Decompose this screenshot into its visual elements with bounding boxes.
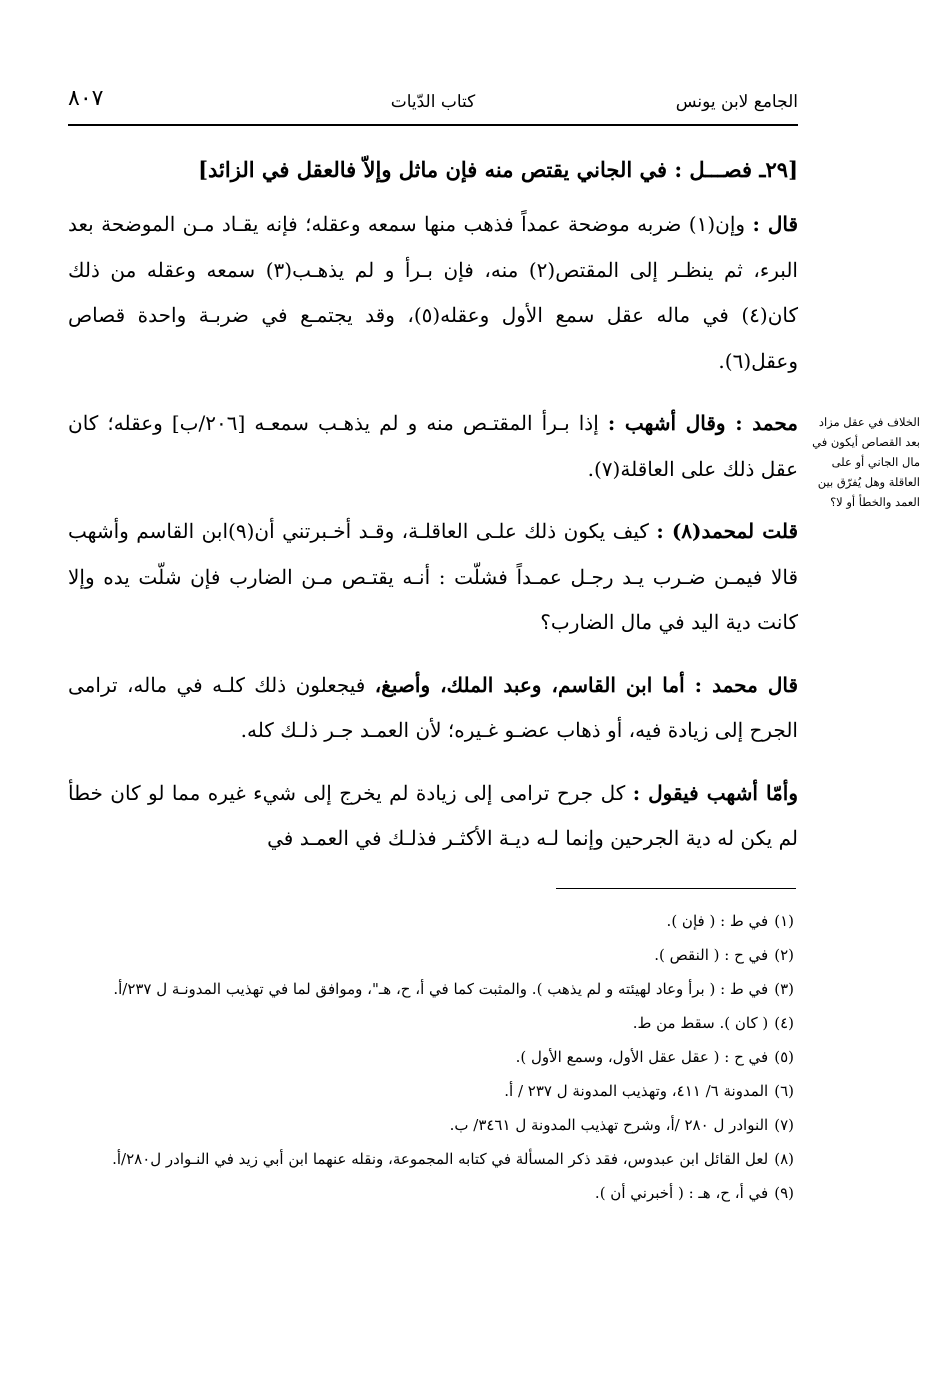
footnote-item	[68, 1040, 798, 1074]
footnote-number: (٨)	[774, 1150, 794, 1168]
footnote-number: (٢)	[774, 946, 794, 964]
paragraph-lead: قال :	[752, 212, 799, 236]
main-text	[68, 150, 798, 879]
paragraph-body: فيجعلون ذلك كلـه في ماله، ترامى الجرح إلى زيادة فيه، أو ذهاب عضـو غـيره؛ لأن العمـد جـر ذلـك كله.	[68, 672, 798, 742]
footnote-rule	[556, 888, 796, 889]
footnote-number: (١)	[774, 912, 794, 930]
paragraph-body: كيف يكون ذلك علـى العاقلـة، وقـد أخـبرتني أن(٩)ابن القاسم وأشهب قالا فيمـن ضـرب يـد رجـل عمـداً فشلّت : أنـه يقتـص مـن الضارب فإن شلّت يده وإلا كانت دية اليد في مال الضارب؟	[68, 519, 798, 634]
paragraph-lead: قلت لمحمد(٨) :	[656, 519, 799, 543]
footnote-text: ( كان ). سقط من ط.	[632, 1014, 769, 1032]
footnote-number: (٩)	[774, 1184, 794, 1202]
paragraph-body: إذا بـرأ المقتـص منه و لم يذهـب سمعـه [٢٠٦/ب] وعقله؛ كان عقل ذلك على العاقلة(٧).	[68, 411, 798, 481]
footnotes	[68, 904, 798, 1210]
footnote-text: في ط : ( برأ وعاد لهيئته و لم يذهب ). والمثبت كما في أ، ح، هـ"، وموافق لما في تهذيب المدونـة ل ٢٣٧/أ.	[113, 980, 769, 998]
footnote-number: (٤)	[774, 1014, 794, 1032]
running-book-title: الجامع لابن يونس	[675, 92, 798, 112]
header-rule	[68, 124, 798, 126]
footnote-item	[68, 1142, 798, 1176]
paragraph-3	[68, 509, 798, 646]
paragraph-body: وإن(١) ضربه موضحة عمداً فذهب منها سمعه وعقله؛ فإنه يقـاد مـن الموضحة بعد البرء، ثم ينظـر إلى المقتص(٢) منه، فإن بـرأ و لم يذهـب(٣) سمعه وعقله من ذلك كان(٤) في ماله عقل سمع الأول وعقله(٥)، وقد يجتمـع في ضربـة واحدة قصاص وعقل(٦).	[68, 212, 798, 373]
paragraph-2	[68, 401, 798, 492]
footnote-text: النوادر ل ٢٨٠ /أ، وشرح تهذيب المدونة ل ٣٤٦١/ ب.	[449, 1116, 769, 1134]
footnote-item	[68, 938, 798, 972]
footnote-number: (٥)	[774, 1048, 794, 1066]
paragraph-4	[68, 663, 798, 754]
paragraph-body: كل جرح ترامى إلى زيادة لم يخرج إلى شيء غيره مما لو كان خطأ لم يكن له دية الجرحين وإنما لـه ديـة الأكثـر فذلـك في العمـد في	[68, 780, 798, 850]
footnote-number: (٣)	[774, 980, 794, 998]
footnote-item	[68, 904, 798, 938]
paragraph-1	[68, 202, 798, 384]
footnote-text: في ط : ( فإن ).	[666, 912, 769, 930]
chapter-title: [٢٩ـ فصـــل : في الجاني يقتص منه فإن ماثل وإلاّ فالعقل في الزائد]	[198, 157, 798, 182]
footnote-text: لعل القائل ابن عبدوس، فقد ذكر المسألة في كتابه المجموعة، ونقله عنهما ابن أبي زيد في النـوادر ل٢٨٠/أ.	[112, 1150, 769, 1168]
footnote-item	[68, 1074, 798, 1108]
page-header	[68, 86, 798, 120]
paragraph-lead: محمد : وقال أشهب :	[607, 411, 798, 435]
running-section-title: كتاب الدّيات	[390, 92, 476, 112]
paragraph-lead: وأمّا أشهب فيقول :	[632, 780, 799, 805]
footnote-item	[68, 1006, 798, 1040]
footnote-item	[68, 1108, 798, 1142]
paragraph-lead: قال محمد : أما ابن القاسم، وعبد الملك، وأصبغ،	[374, 672, 799, 697]
footnote-number: (٧)	[774, 1116, 794, 1134]
footnote-text: في ح : ( عقل عقل الأول، وسمع الأول ).	[515, 1048, 769, 1066]
footnote-text: المدونة ٦/ ٤١١، وتهذيب المدونة ل ٢٣٧ / أ.	[504, 1082, 769, 1100]
footnote-item	[68, 1176, 798, 1210]
footnote-item	[68, 972, 798, 1006]
margin-note: الخلاف في عقل مزاد بعد القصاص أيكون في مال الجاني أو على العاقلة وهل يُفرّق بين العمد والخطأ أو لا؟	[812, 415, 920, 509]
footnote-number: (٦)	[774, 1082, 794, 1100]
page-number: ٨٠٧	[68, 86, 104, 111]
footnote-text: في أ، ح، هـ : ( أخبرني أن ).	[594, 1184, 769, 1202]
paragraph-5	[68, 771, 798, 862]
footnote-text: في ح : ( النقص ).	[654, 946, 769, 964]
